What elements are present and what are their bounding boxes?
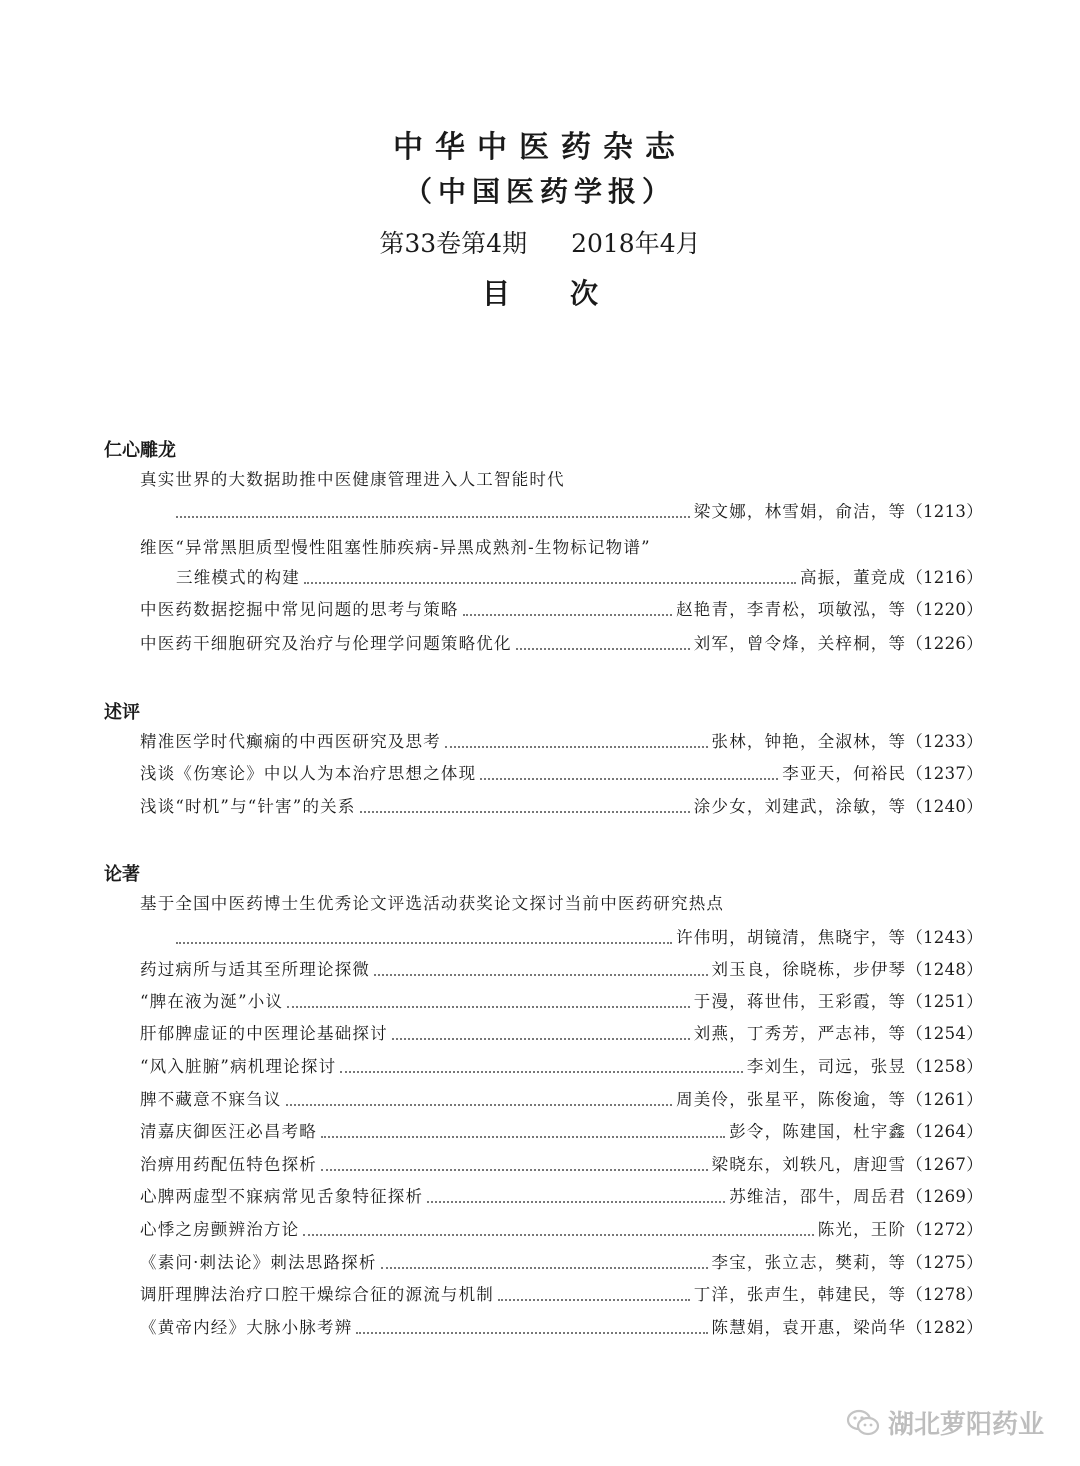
toc-entry-title[interactable]: 真实世界的大数据助推中医健康管理进入人工智能时代 [140,470,565,489]
entry-title: 《黄帝内经》大脉小脉考辨 [140,1318,353,1337]
entry-authors: 陈光，王阶 [817,1220,907,1239]
entry-title: 精准医学时代癫痫的中西医研究及思考 [140,732,441,751]
entry-page: （1216） [906,568,983,587]
entry-page: （1278） [906,1285,983,1304]
entry-title: 心悸之房颤辨治方论 [140,1220,300,1239]
entry-title: 脾不藏意不寐刍议 [140,1090,282,1109]
watermark [846,1404,1044,1441]
entry-page: （1275） [906,1253,983,1272]
toc-entry[interactable] [140,988,983,1016]
entry-title: 浅谈“时机”与“针害”的关系 [140,797,356,816]
entry-title: 中医药数据挖掘中常见问题的思考与策略 [140,600,459,619]
entry-page: （1213） [906,502,983,521]
entry-page: （1272） [906,1220,983,1239]
entry-authors: 于漫，蒋世伟，王彩霞，等 [693,992,907,1011]
entry-authors: 高振，董竞成 [800,568,907,587]
toc-title: 目次 [481,277,658,310]
entry-authors: 李亚天，何裕民 [782,764,907,783]
entry-authors: 苏维洁，邵牛，周岳君 [729,1187,907,1206]
entry-page: （1243） [906,928,983,947]
journal-title: 中华中医药杂志 [393,130,687,165]
entry-title: 药过病所与适其至所理论探微 [140,960,371,979]
issue-info [0,224,1080,260]
toc-entry-title[interactable]: 维医“异常黑胆质型慢性阻塞性肺疾病-异黑成熟剂-生物标记物谱” [140,538,651,557]
entry-authors: 许伟明，胡镜清，焦晓宇，等 [676,928,907,947]
entry-page: （1261） [906,1090,983,1109]
entry-title: 心脾两虚型不寐病常见舌象特征探析 [140,1187,424,1206]
entry-title: 中医药干细胞研究及治疗与伦理学问题策略优化 [140,634,512,653]
toc-entry[interactable] [140,760,983,788]
toc-entry[interactable] [140,1086,983,1114]
wechat-icon [846,1408,880,1438]
entry-title: 肝郁脾虚证的中医理论基础探讨 [140,1024,388,1043]
entry-authors: 涂少女，刘建武，涂敏，等 [693,797,907,816]
entry-authors: 梁文娜，林雪娟，俞洁，等 [693,502,907,521]
entry-authors: 刘玉良，徐晓栋，步伊琴 [711,960,907,979]
entry-page: （1220） [906,600,983,619]
entry-page: （1282） [906,1318,983,1337]
entry-title: 三维模式的构建 [176,568,300,587]
toc-entry[interactable] [140,1118,983,1146]
watermark-text: 湖北萝阳药业 [887,1410,1044,1440]
entry-authors: 李宝，张立志，樊莉，等 [711,1253,907,1272]
toc-entry[interactable] [140,1020,983,1048]
toc-entry[interactable] [140,1053,983,1081]
entry-title: 《素问·刺法论》刺法思路探析 [140,1253,377,1272]
toc-entry[interactable] [140,1249,983,1277]
toc-entry[interactable] [140,1314,983,1342]
entry-title: 治痹用药配伍特色探析 [140,1155,317,1174]
entry-authors: 丁洋，张声生，韩建民，等 [693,1285,907,1304]
entry-authors: 张林，钟艳，全淑林，等 [711,732,907,751]
toc-entry[interactable] [176,924,983,952]
toc-entry[interactable] [140,956,983,984]
toc-entry[interactable] [140,1151,983,1179]
entry-page: （1240） [906,797,983,816]
entry-page: （1251） [906,992,983,1011]
toc-entry[interactable] [140,728,983,756]
entry-title: 调肝理脾法治疗口腔干燥综合征的源流与机制 [140,1285,494,1304]
journal-alt-name: （中国医药学报） [403,175,676,208]
entry-authors: 赵艳青，李青松，项敏泓，等 [676,600,907,619]
toc-entry[interactable] [176,498,983,526]
entry-title: 清嘉庆御医汪必昌考略 [140,1122,317,1141]
toc-entry[interactable] [140,596,983,624]
toc-entry[interactable] [140,1281,983,1309]
entry-authors: 梁晓东，刘轶凡，唐迎雪 [711,1155,907,1174]
entry-page: （1248） [906,960,983,979]
entry-page: （1226） [906,634,983,653]
toc-entry[interactable] [140,793,983,821]
entry-title: “脾在液为涎”小议 [140,992,284,1011]
entry-authors: 周美伶，张星平，陈俊逾，等 [676,1090,907,1109]
entry-authors: 李刘生，司远，张昱 [746,1057,907,1076]
toc-entry[interactable] [176,564,983,592]
entry-page: （1233） [906,732,983,751]
toc-entry[interactable] [140,630,983,658]
entry-page: （1237） [906,764,983,783]
toc-entry-title[interactable]: 基于全国中医药博士生优秀论文评选活动获奖论文探讨当前中医药研究热点 [140,894,725,913]
entry-page: （1264） [906,1122,983,1141]
section-heading: 仁心雕龙 [104,440,176,461]
entry-page: （1269） [906,1187,983,1206]
entry-title: “风入脏腑”病机理论探讨 [140,1057,337,1076]
toc-entry[interactable] [140,1183,983,1211]
toc-entry[interactable] [140,1216,983,1244]
entry-authors: 刘燕，丁秀芳，严志祎，等 [693,1024,907,1043]
entry-page: （1254） [906,1024,983,1043]
issue-date: 2018年4月 [571,229,701,258]
section-heading: 述评 [104,702,140,723]
entry-title: 浅谈《伤寒论》中以人为本治疗思想之体现 [140,764,477,783]
entry-authors: 彭令，陈建国，杜宇鑫 [729,1122,907,1141]
volume-issue: 第33卷第4期 [379,229,528,258]
entry-page: （1258） [906,1057,983,1076]
section-heading: 论著 [104,864,140,885]
entry-authors: 刘军，曾令烽，关梓桐，等 [693,634,907,653]
entry-authors: 陈慧娟，袁开惠，梁尚华 [711,1318,907,1337]
entry-page: （1267） [906,1155,983,1174]
